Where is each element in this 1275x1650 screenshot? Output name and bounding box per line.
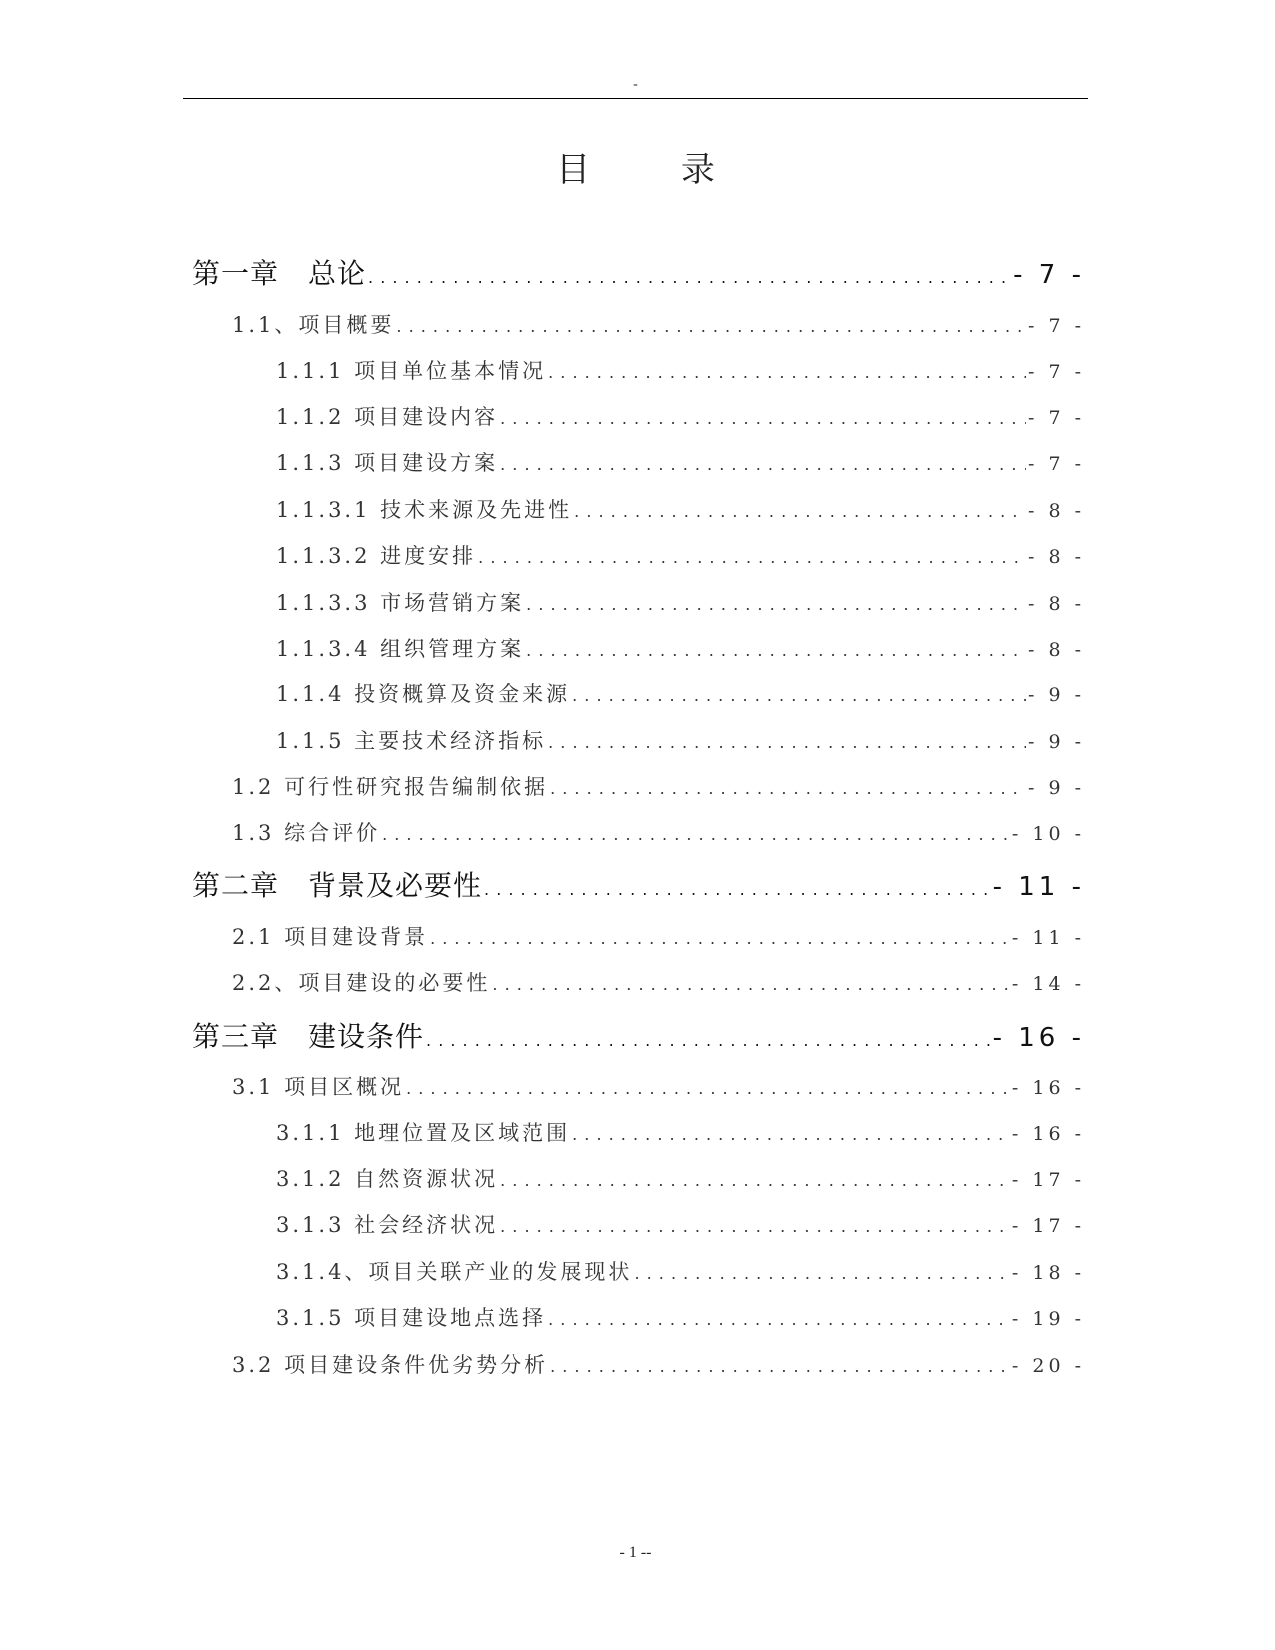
dot-leader (572, 1120, 1010, 1150)
toc-label: 1.1.5 主要技术经济指标 (276, 729, 547, 753)
toc-label: 1.1.3.3 市场营销方案 (276, 591, 525, 615)
toc-subsection-3-1-2[interactable] (276, 1164, 1085, 1196)
toc-page-number: - 7 - (1027, 361, 1085, 383)
toc-chapter-1[interactable] (192, 256, 1085, 296)
toc-label: 1.1.3.4 组织管理方案 (276, 637, 525, 661)
toc-section-2-2[interactable] (232, 968, 1085, 1000)
toc-label: 1.1.3.1 技术来源及先进性 (276, 498, 573, 522)
dot-leader (396, 312, 1026, 342)
toc-section-2-1[interactable] (232, 922, 1085, 954)
toc-section-3-1[interactable] (232, 1072, 1085, 1104)
toc-page-number: - 8 - (1027, 593, 1085, 615)
toc-subsection-1-1-3-3[interactable] (276, 588, 1085, 620)
toc-subsection-3-1-5[interactable] (276, 1303, 1085, 1335)
toc-subsection-1-1-3[interactable] (276, 448, 1085, 480)
dot-leader (426, 1023, 991, 1059)
toc-page-number: - 19 - (1011, 1308, 1085, 1330)
page-number-footer: - 1 -- (619, 1544, 652, 1561)
toc-subsection-1-1-3-4[interactable] (276, 634, 1085, 666)
toc-label: 1.1.4 投资概算及资金来源 (276, 682, 571, 706)
toc-page-number: - 7 - (1027, 453, 1085, 475)
toc-section-1-1[interactable] (232, 310, 1085, 342)
toc-label: 1.2 可行性研究报告编制依据 (232, 775, 549, 799)
toc-label: 1.3 综合评价 (232, 821, 381, 845)
dot-leader (500, 450, 1026, 480)
toc-label: 第一章 总论 (192, 257, 367, 290)
toc-page-number: - 11 - (992, 872, 1085, 902)
toc-label: 3.1.2 自然资源状况 (276, 1167, 499, 1191)
dot-leader (406, 1074, 1010, 1104)
toc-page-number: - 8 - (1027, 639, 1085, 661)
dot-leader (572, 681, 1026, 711)
dot-leader (500, 404, 1026, 434)
toc-label: 3.1 项目区概况 (232, 1075, 405, 1099)
toc-page-number: - 18 - (1011, 1262, 1085, 1284)
dot-leader (574, 497, 1026, 527)
toc-label: 2.2、项目建设的必要性 (232, 971, 491, 995)
toc-chapter-3[interactable] (192, 1019, 1085, 1059)
toc-label: 1.1.2 项目建设内容 (276, 405, 499, 429)
dot-leader (548, 728, 1026, 758)
toc-subsection-1-1-1[interactable] (276, 356, 1085, 388)
toc-page-number: - 9 - (1027, 731, 1085, 753)
toc-subsection-3-1-4[interactable] (276, 1257, 1085, 1289)
toc-page-number: - 17 - (1011, 1215, 1085, 1237)
toc-label: 第三章 建设条件 (192, 1020, 425, 1053)
dot-leader (634, 1259, 1009, 1289)
toc-page-number: - 8 - (1027, 500, 1085, 522)
toc-label: 3.2 项目建设条件优劣势分析 (232, 1353, 549, 1377)
toc-label: 1.1、项目概要 (232, 313, 395, 337)
toc-subsection-1-1-5[interactable] (276, 726, 1085, 758)
toc-page-number: - 11 - (1011, 927, 1085, 949)
dot-leader (430, 924, 1010, 954)
dot-leader (550, 1352, 1010, 1382)
dot-leader (368, 260, 1011, 296)
toc-label: 3.1.5 项目建设地点选择 (276, 1306, 547, 1330)
dot-leader (492, 970, 1009, 1000)
toc-title: 目 录 (556, 150, 755, 190)
toc-subsection-3-1-1[interactable] (276, 1118, 1085, 1150)
toc-page-number: - 16 - (1011, 1077, 1085, 1099)
toc-label: 3.1.3 社会经济状况 (276, 1213, 499, 1237)
toc-label: 1.1.3 项目建设方案 (276, 451, 499, 475)
toc-page-number: - 16 - (992, 1023, 1085, 1053)
toc-label: 第二章 背景及必要性 (192, 869, 483, 902)
toc-label: 1.1.3.2 进度安排 (276, 544, 477, 568)
toc-page-number: - 9 - (1027, 684, 1085, 706)
header-mark: - (633, 77, 638, 92)
toc-page-number: - 9 - (1027, 777, 1085, 799)
toc-subsection-3-1-3[interactable] (276, 1210, 1085, 1242)
dot-leader (500, 1212, 1010, 1242)
dot-leader (548, 1305, 1010, 1335)
toc-page-number: - 7 - (1027, 407, 1085, 429)
toc-section-1-3[interactable] (232, 818, 1085, 850)
toc-label: 1.1.1 项目单位基本情况 (276, 359, 547, 383)
toc-label: 3.1.4、项目关联产业的发展现状 (276, 1260, 633, 1284)
toc-subsection-1-1-2[interactable] (276, 402, 1085, 434)
dot-leader (382, 820, 1010, 850)
toc-chapter-2[interactable] (192, 868, 1085, 908)
dot-leader (526, 590, 1026, 620)
toc-page-number: - 7 - (1027, 315, 1085, 337)
toc-subsection-1-1-3-1[interactable] (276, 495, 1085, 527)
toc-page-number: - 16 - (1011, 1123, 1085, 1145)
toc-section-1-2[interactable] (232, 772, 1085, 804)
dot-leader (526, 636, 1026, 666)
toc-subsection-1-1-3-2[interactable] (276, 541, 1085, 573)
toc-section-3-2[interactable] (232, 1350, 1085, 1382)
toc-page-number: - 7 - (1013, 260, 1085, 290)
toc-page-number: - 20 - (1011, 1355, 1085, 1377)
toc-page-number: - 8 - (1027, 546, 1085, 568)
dot-leader (484, 872, 991, 908)
toc-label: 2.1 项目建设背景 (232, 925, 429, 949)
toc-subsection-1-1-4[interactable] (276, 679, 1085, 711)
toc-page-number: - 17 - (1011, 1169, 1085, 1191)
toc-page-number: - 14 - (1011, 973, 1085, 995)
toc-label: 3.1.1 地理位置及区域范围 (276, 1121, 571, 1145)
dot-leader (500, 1166, 1010, 1196)
dot-leader (478, 543, 1026, 573)
toc-page-number: - 10 - (1011, 823, 1085, 845)
dot-leader (550, 774, 1026, 804)
dot-leader (548, 358, 1026, 388)
